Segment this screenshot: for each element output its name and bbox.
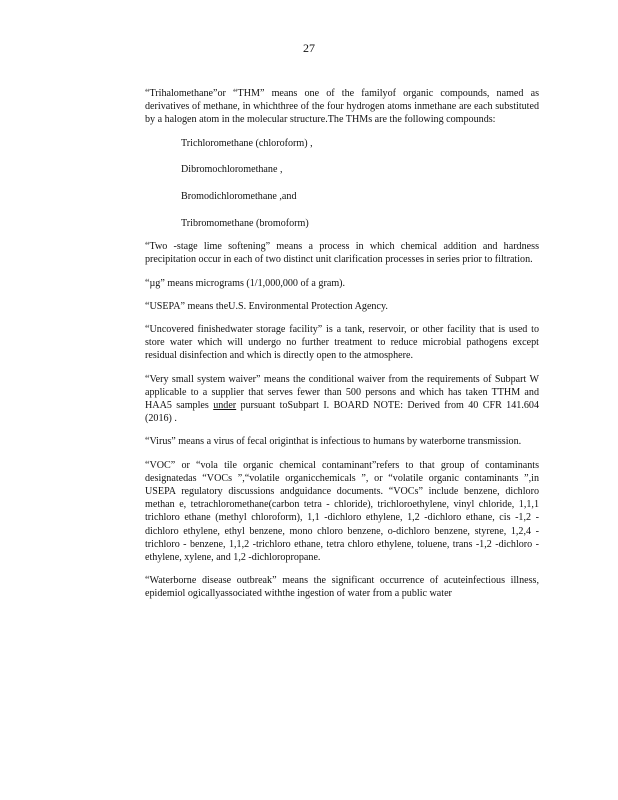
definition-two-stage-lime-softening: “Two -stage lime softening” means a process in which chemical addition and hardness precipitation occur in each of two distinct unit clarification processes in series prior to filtration.: [145, 241, 539, 266]
page-body: [145, 87, 539, 611]
definition-very-small-system-waiver: [145, 373, 539, 426]
page-number: 27: [303, 41, 315, 55]
thm-compound-list: [145, 137, 539, 231]
waiver-text-start: “Very small system waiver” means the conditional waiver from the requirements of Subpart W applicable to a supplier that serves fewer than 500 persons and which has taken TTHM and HAA5 samples: [145, 373, 539, 412]
definition-trihalomethane: “Trihalomethane”or “THM” means one of the familyof organic compounds, named as derivatives of methane, in whichthree of the four hydrogen atoms inmethane are each substituted by a halogen atom in the molecular structure.The THMs are the following compounds:: [145, 88, 539, 126]
list-item: Trichloromethane (chloroform) ,: [181, 137, 313, 149]
list-item: Dibromochloromethane ,: [181, 164, 283, 176]
definition-voc: “VOC” or “vola tile organic chemical contaminant”refers to that group of contaminants designatedas “VOCs ”,“volatile organicchemicals ”, or “volatile organic contaminants ”,in USEPA regulatory discussions andguidance documents. “VOCs” include benzene, dichloro methan e, tetrachloromethane(carbon tetra - chloride), trichloroethylene, vinyl chloride, 1,1,1 trichloro ethane (methyl chloroform), 1,1 -dichloro ethylene, 1,2 -dichloro ethane, cis -1,2 -dichloro ethylene, ethyl benzene, mono chloro benzene, o-dichloro benzene, styrene, 1,2,4 -trichloro - benzene, 1,1,2 -trichloro ethane, tetra chloro ethylene, toluene, trans -1,2 -dichloro - ethylene, xylene, and 1,2 -dichloropropane.: [145, 459, 539, 564]
underlined-word: under: [213, 400, 237, 412]
list-item: Bromodichloromethane ,and: [181, 191, 297, 203]
waiver-text-end: pursuant toSubpart I. BOARD NOTE: Derived from 40 CFR 141.604 (2016) .: [145, 400, 539, 425]
list-item: Tribromomethane (bromoform): [181, 218, 309, 229]
definition-microgram: “µg” means micrograms (1/1,000,000 of a gram).: [145, 277, 346, 289]
definition-usepa: “USEPA” means theU.S. Environmental Protection Agency.: [145, 300, 388, 312]
definition-virus: “Virus” means a virus of fecal originthat is infectious to humans by waterborne transmission.: [145, 436, 522, 448]
definition-uncovered-storage-facility: “Uncovered finishedwater storage facility” is a tank, reservoir, or other facility that is used to store water which will undergo no further treatment to reduce microbial pathogens except residual disinfection and which is directly open to the atmosphere.: [145, 324, 539, 362]
definition-waterborne-disease-outbreak: “Waterborne disease outbreak” means the significant occurrence of acuteinfectious illness, epidemiol ogicallyassociated withthe ingestion of water from a public water: [145, 575, 539, 600]
